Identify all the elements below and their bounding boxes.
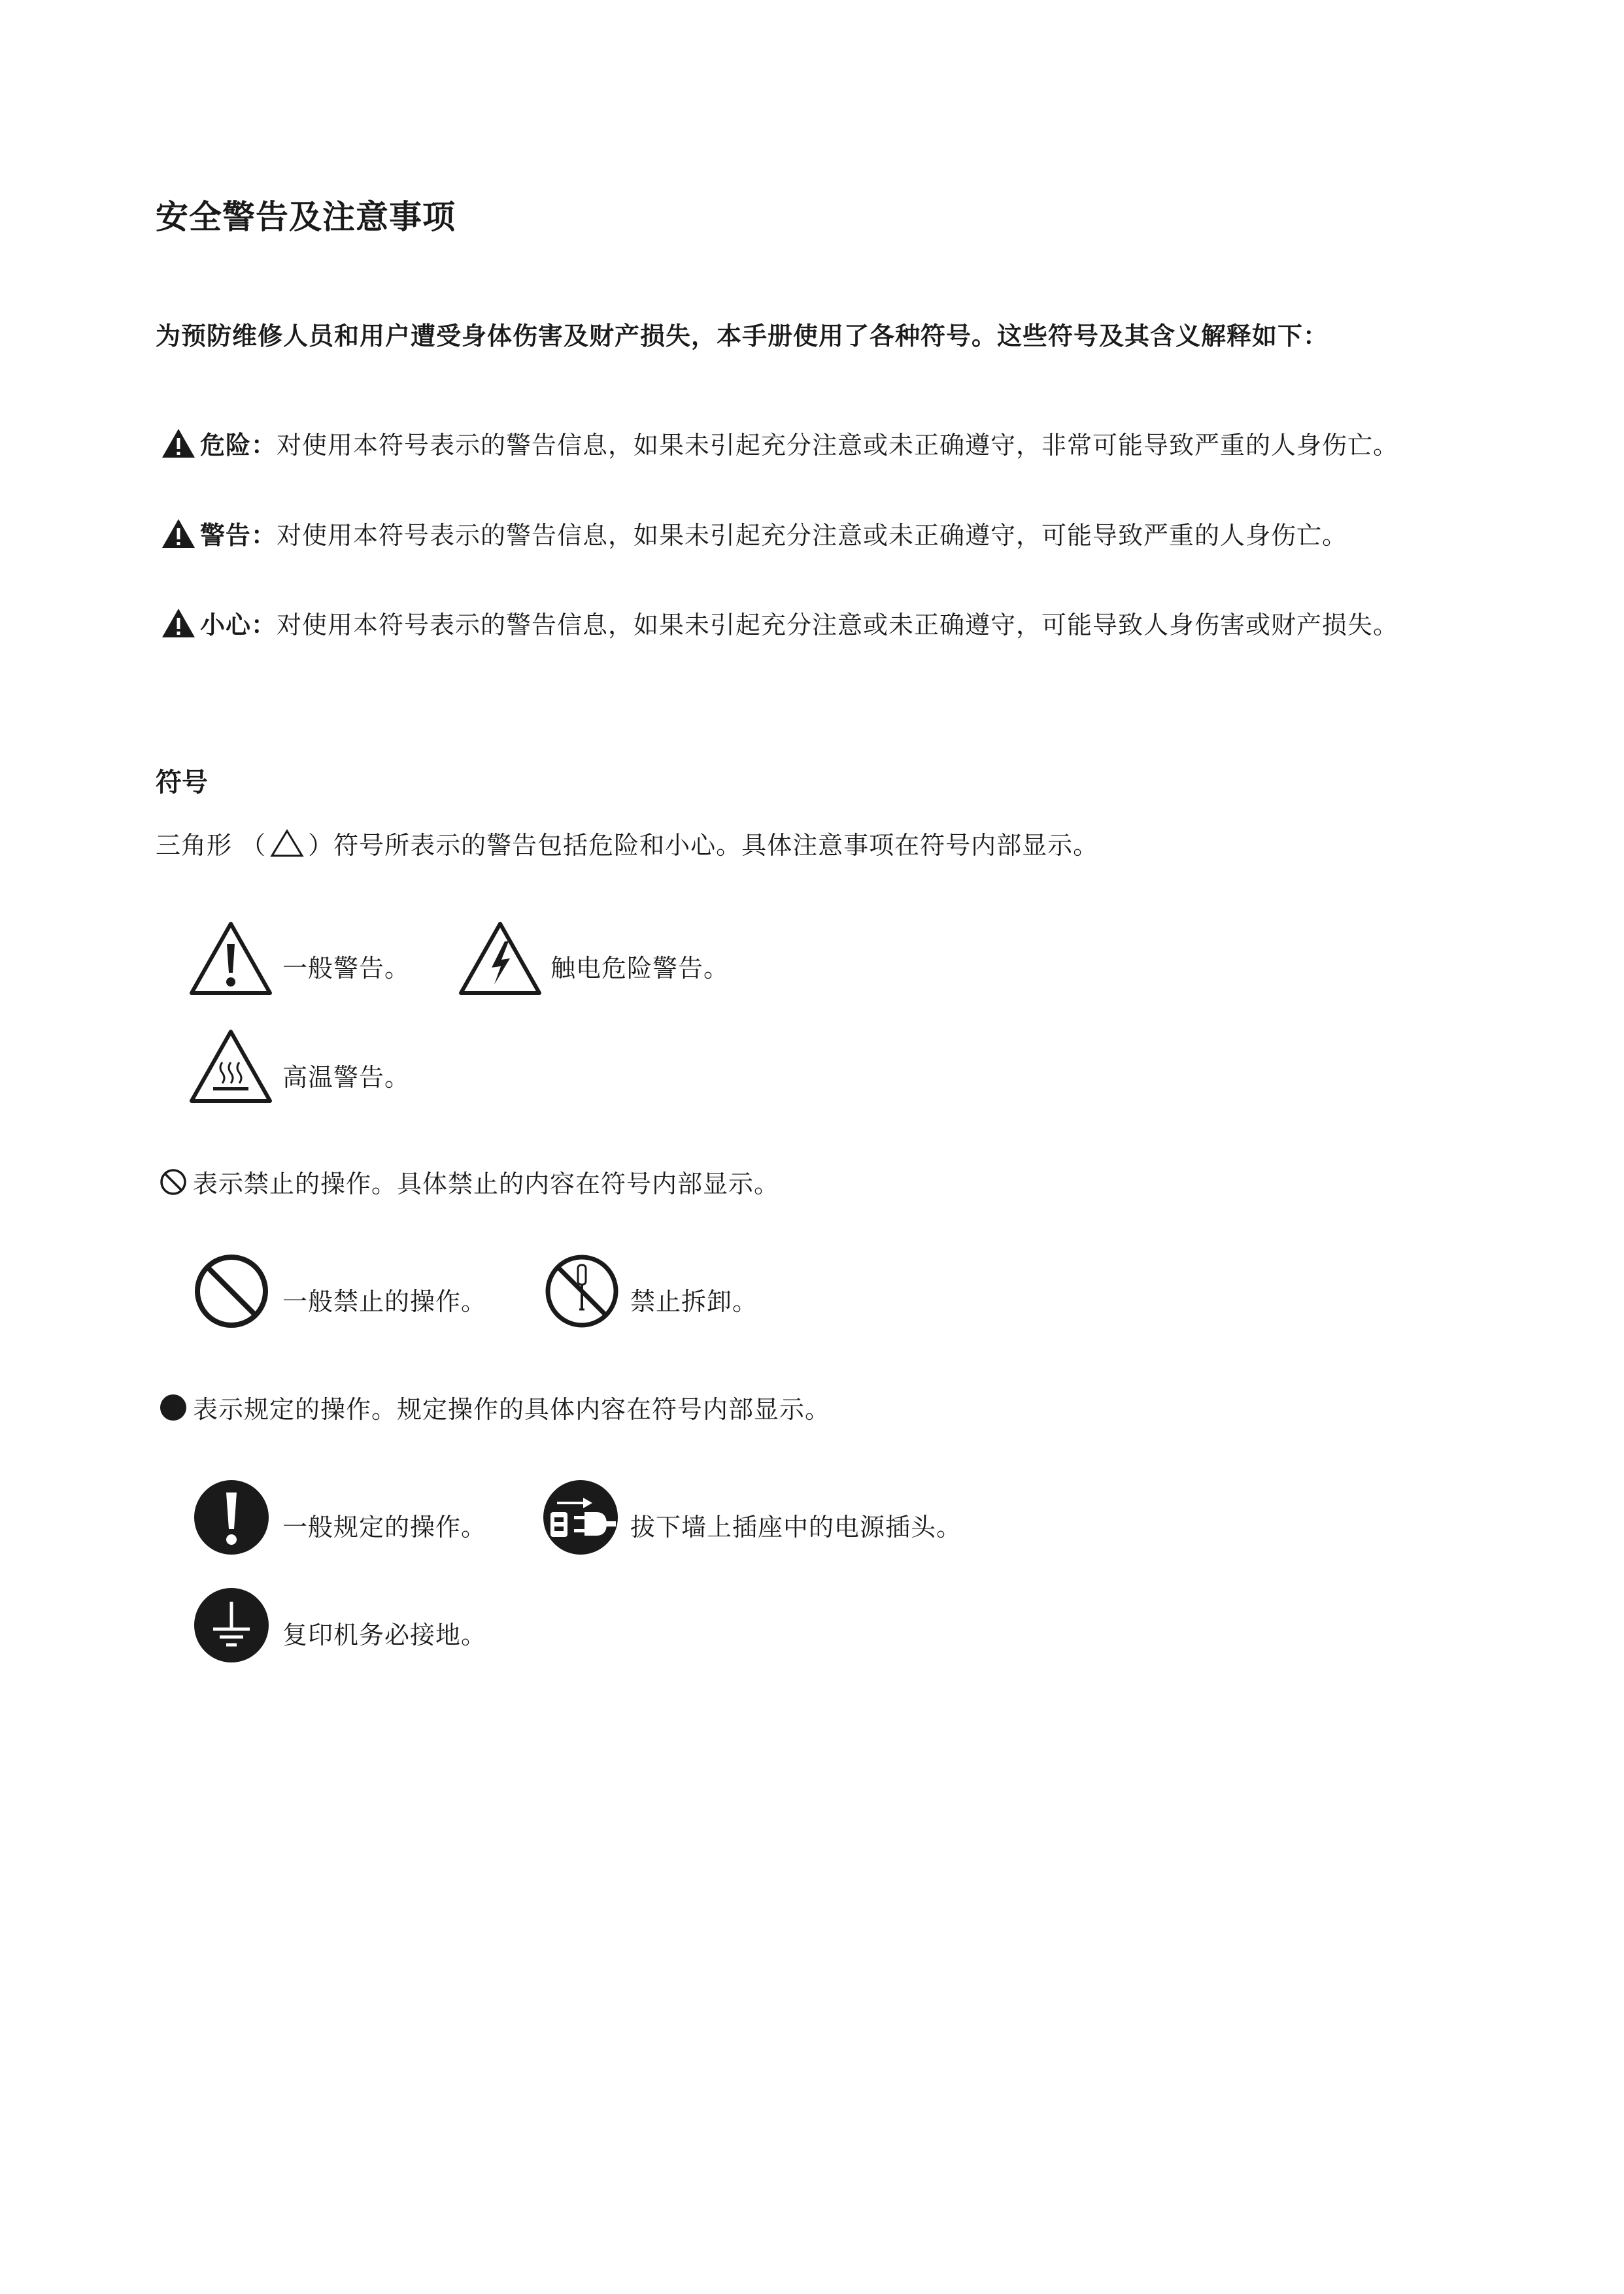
triangle-outline-icon (270, 829, 304, 858)
general-mandatory-icon (194, 1479, 269, 1555)
ground-icon (194, 1587, 269, 1663)
warning-triangle-icon (161, 607, 196, 639)
no-disassembly-label: 禁止拆卸。 (630, 1287, 758, 1316)
level-warning (161, 515, 1347, 551)
warning-triangle-icon (161, 428, 196, 459)
prohibition-text: 表示禁止的操作。具体禁止的内容在符号内部显示。 (193, 1170, 780, 1198)
mandatory-section-text (159, 1389, 830, 1425)
intro-text: 为预防维修人员和用户遭受身体伤害及财产损失，本手册使用了各种符号。这些符号及其含义解释如下： (156, 322, 1329, 350)
unplug-icon (543, 1479, 618, 1555)
level-colon: ： (251, 611, 277, 639)
level-name: 小心 (200, 611, 252, 639)
symbols-heading: 符号 (156, 767, 208, 798)
general-prohibition-label: 一般禁止的操作。 (282, 1287, 487, 1316)
triangle-text-before: 三角形 （ (156, 831, 267, 860)
general-prohibition-icon (194, 1253, 269, 1329)
level-name: 危险 (200, 431, 252, 460)
ground-label: 复印机务必接地。 (282, 1621, 487, 1649)
level-text: 对使用本符号表示的警告信息，如果未引起充分注意或未正确遵守，可能导致人身伤害或财产损失。 (277, 611, 1399, 639)
warning-triangle-icon (161, 518, 196, 549)
level-colon: ： (251, 431, 277, 460)
unplug-label: 拔下墙上插座中的电源插头。 (630, 1513, 962, 1542)
mandatory-text: 表示规定的操作。规定操作的具体内容在符号内部显示。 (193, 1395, 831, 1424)
general-mandatory-label: 一般规定的操作。 (282, 1513, 487, 1542)
level-caution (161, 605, 1398, 641)
level-danger (161, 425, 1398, 461)
electric-shock-warning-label: 触电危险警告。 (550, 954, 730, 983)
prohibition-outline-icon (159, 1168, 188, 1196)
triangle-text-after: ）符号所表示的警告包括危险和小心。具体注意事项在符号内部显示。 (308, 831, 1099, 860)
page-title: 安全警告及注意事项 (156, 198, 456, 236)
general-warning-icon (188, 920, 273, 996)
high-temperature-warning-label: 高温警告。 (282, 1063, 411, 1092)
mandatory-bullet-icon (159, 1393, 188, 1422)
high-temperature-warning-icon (188, 1028, 273, 1104)
no-disassembly-icon (544, 1253, 620, 1329)
electric-shock-warning-icon (458, 920, 543, 996)
prohibition-section-text (159, 1164, 779, 1200)
triangle-section-text (156, 825, 1098, 861)
level-name: 警告 (200, 521, 252, 550)
level-text: 对使用本符号表示的警告信息，如果未引起充分注意或未正确遵守，非常可能导致严重的人身伤亡。 (277, 431, 1399, 460)
level-text: 对使用本符号表示的警告信息，如果未引起充分注意或未正确遵守，可能导致严重的人身伤亡。 (277, 521, 1348, 550)
general-warning-label: 一般警告。 (282, 954, 411, 983)
level-colon: ： (251, 521, 277, 550)
